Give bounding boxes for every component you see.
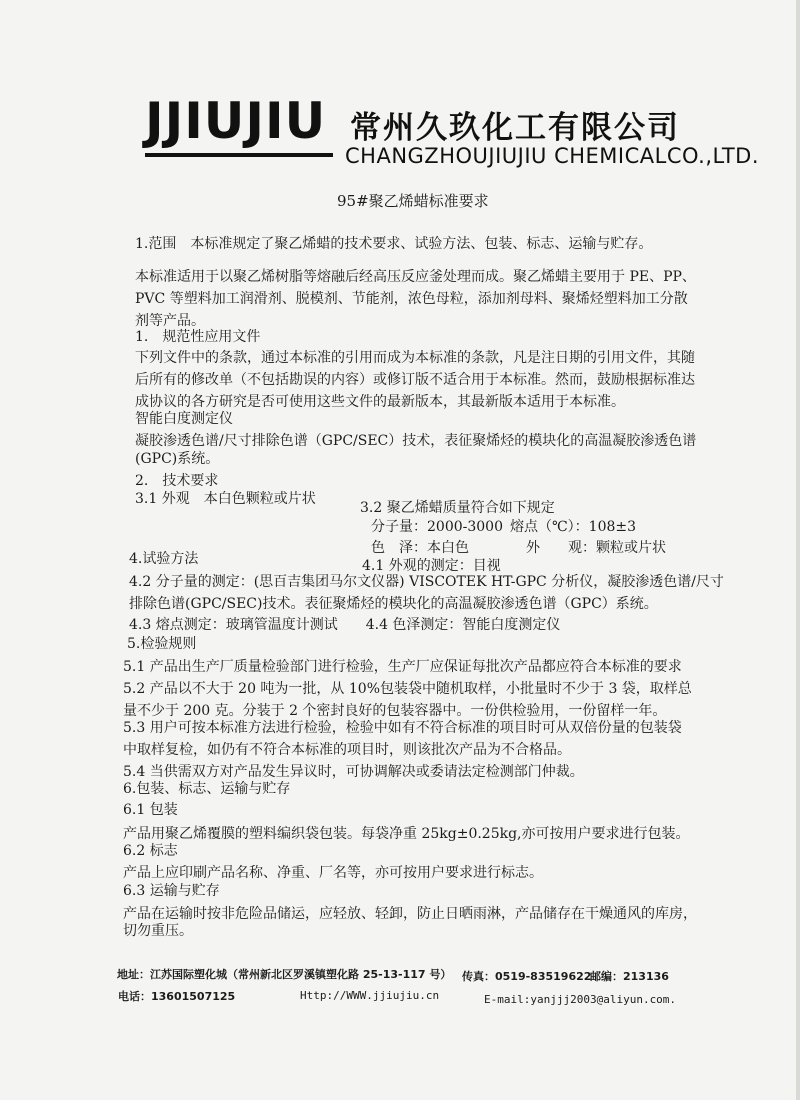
- text-line: 产品用聚乙烯覆膜的塑料编织袋包装。每袋净重 25kg±0.25kg,亦可按用户要求进行包装。: [123, 826, 690, 842]
- logo-underline: [145, 153, 333, 157]
- spec-color: 色 泽：本白色: [371, 540, 469, 556]
- spec-appearance-form: 外 观：颗粒或片状: [526, 540, 666, 556]
- footer-email: E-mail:yanjjj2003@aliyun.com.: [484, 993, 677, 1006]
- text-line: 下列文件中的条款，通过本标准的引用而成为本标准的条款，凡是注日期的引用文件，其随: [135, 350, 695, 366]
- text-line: PVC 等塑料加工润滑剂、脱模剂、节能剂，浓色母粒，添加剂母料、聚烯烃塑料加工分散: [135, 291, 688, 307]
- spec-molecular-weight: 分子量：2000-3000: [371, 519, 503, 535]
- section-heading: 6.包装、标志、运输与贮存: [123, 781, 291, 797]
- subsection-heading: 6.3 运输与贮存: [123, 883, 220, 899]
- subsection-heading: 6.2 标志: [123, 843, 178, 859]
- text-line: 凝胶渗透色谱/尺寸排除色谱（GPC/SEC）技术，表征聚烯烃的模块化的高温凝胶渗透色谱: [135, 433, 697, 449]
- text-line: 量不少于 200 克。分装于 2 个密封良好的包装容器中。一份供检验用，一份留样一年。: [123, 703, 667, 719]
- footer-address: 地址：江苏国际塑化城（常州新北区罗溪镇塑化路 25-13-117 号）: [117, 968, 452, 981]
- text-line: 5.2 产品以不大于 20 吨为一批，从 10%包装袋中随机取样，小批量时不少于 3 袋，取样总: [123, 681, 692, 697]
- text-line: 4.3 熔点测定：玻璃管温度计测试 4.4 色泽测定：智能白度测定仪: [129, 617, 561, 633]
- text-line: 成协议的各方研究是否可使用这些文件的最新版本，其最新版本适用于本标准。: [135, 394, 625, 410]
- text-line: 5.3 用户可按本标准方法进行检验，检验中如有不符合标准的项目时可从双倍份量的包装袋: [123, 720, 682, 736]
- section-heading: 1. 规范性应用文件: [135, 329, 261, 345]
- footer-fax: 传真：0519-83519622: [462, 970, 592, 983]
- text-line: 排除色谱(GPC/SEC)技术。表征聚烯烃的模块化的高温凝胶渗透色谱（GPC）系统。: [129, 596, 658, 612]
- company-name-en: CHANGZHOUJIUJIU CHEMICALCO.,LTD.: [345, 144, 760, 168]
- company-name-cn: 常州久玖化工有限公司: [350, 110, 680, 146]
- text-line: 剂等产品。: [135, 313, 205, 329]
- spec-visual-test: 4.1 外观的测定：目视: [362, 558, 501, 574]
- text-line: 1.范围 本标准规定了聚乙烯蜡的技术要求、试验方法、包装、标志、运输与贮存。: [135, 236, 653, 252]
- text-line: 本标准适用于以聚乙烯树脂等熔融后经高压反应釜处理而成。聚乙烯蜡主要用于 PE、PP、: [135, 269, 696, 285]
- document-title: 95#聚乙烯蜡标准要求: [337, 192, 489, 210]
- text-line: 中取样复检，如仍有不符合本标准的项目时，则该批次产品为不合格品。: [123, 742, 571, 758]
- footer-phone: 电话：13601507125: [118, 990, 236, 1003]
- footer-postcode: 邮编：213136: [590, 970, 669, 983]
- text-line: 5.1 产品出生产厂质量检验部门进行检验，生产厂应保证每批次产品都应符合本标准的要求: [123, 659, 682, 675]
- text-line: 5.4 当供需双方对产品发生异议时，可协调解决或委请法定检测部门仲裁。: [123, 764, 584, 780]
- section-heading: 5.检验规则: [127, 636, 197, 652]
- section-heading: 4.试验方法: [129, 551, 199, 567]
- spec-appearance: 3.1 外观 本白色颗粒或片状: [135, 491, 316, 507]
- text-line: 产品上应印刷产品名称、净重、厂名等，亦可按用户要求进行标志。: [123, 865, 543, 881]
- scan-edge: [796, 0, 800, 1100]
- text-line: 后所有的修改单（不包括勘误的内容）或修订版不适合用于本标准。然而，鼓励根据标准达: [135, 372, 695, 388]
- company-logo: JJIUJIU: [145, 92, 327, 150]
- text-line: 智能白度测定仪: [135, 411, 233, 427]
- text-line: 产品在运输时按非危险品储运，应轻放、轻卸，防止日晒雨淋，产品储存在干燥通风的库房，: [123, 906, 697, 922]
- spec-quality-title: 3.2 聚乙烯蜡质量符合如下规定: [360, 500, 555, 516]
- text-line: (GPC)系统。: [135, 451, 220, 467]
- spec-melting-point: 熔点（℃）：108±3: [510, 519, 637, 535]
- subsection-heading: 6.1 包装: [123, 802, 178, 818]
- text-line: 4.2 分子量的测定：(思百吉集团马尔文仪器) VISCOTEK HT-GPC 分析仪，凝胶渗透色谱/尺寸: [129, 574, 724, 590]
- section-heading: 2. 技术要求: [135, 473, 219, 489]
- text-line: 切勿重压。: [123, 923, 193, 939]
- footer-website: Http://WWW.jjiujiu.cn: [300, 989, 440, 1002]
